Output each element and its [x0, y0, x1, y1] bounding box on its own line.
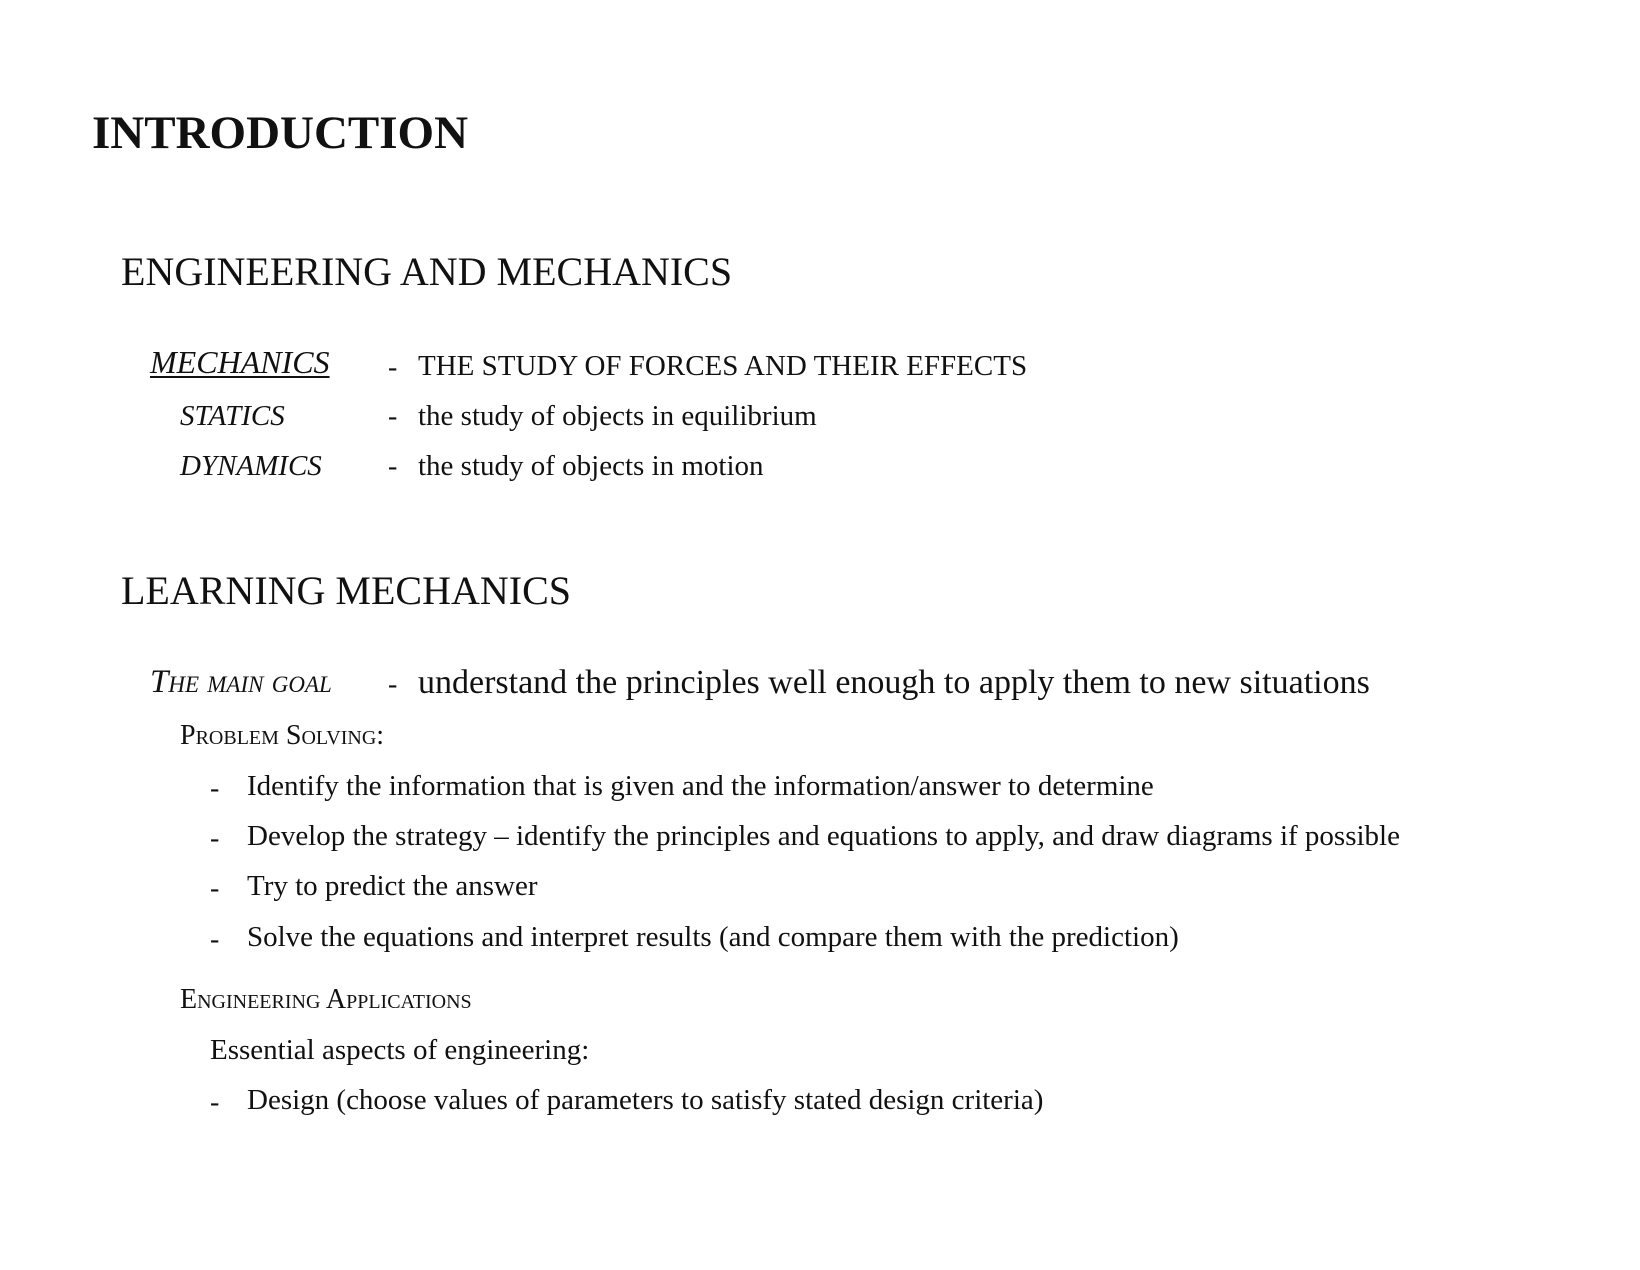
section-heading-learning-mechanics: LEARNING MECHANICS — [121, 568, 571, 613]
bullet-dash: - — [210, 1087, 220, 1118]
list-item: Solve the equations and interpret results (and compare them with the prediction) — [247, 921, 1179, 953]
engineering-applications-label: Engineering Applications — [180, 984, 472, 1015]
term-statics: STATICS — [180, 400, 285, 432]
engineering-applications-intro: Essential aspects of engineering: — [210, 1034, 590, 1066]
term-main-goal: The main goal — [150, 664, 332, 700]
dash-mechanics: - — [388, 352, 398, 383]
list-item: Identify the information that is given and the information/answer to determine — [247, 770, 1154, 802]
list-item: Design (choose values of parameters to satisfy stated design criteria) — [247, 1084, 1044, 1116]
bullet-dash: - — [210, 773, 220, 804]
bullet-dash: - — [210, 873, 220, 904]
page-title: INTRODUCTION — [92, 107, 469, 159]
list-item: Develop the strategy – identify the principles and equations to apply, and draw diagrams if possible — [247, 820, 1400, 852]
dash-main-goal: - — [388, 669, 398, 700]
problem-solving-label: Problem Solving: — [180, 720, 385, 751]
bullet-dash: - — [210, 924, 220, 955]
dash-statics: - — [388, 401, 398, 432]
definition-statics: the study of objects in equilibrium — [418, 400, 817, 432]
dash-dynamics: - — [388, 451, 398, 482]
main-goal-text: understand the principles well enough to apply them to new situations — [418, 664, 1370, 701]
definition-mechanics: THE STUDY OF FORCES AND THEIR EFFECTS — [418, 350, 1028, 382]
definition-dynamics: the study of objects in motion — [418, 450, 764, 482]
section-heading-engineering-mechanics: ENGINEERING AND MECHANICS — [121, 249, 733, 294]
list-item: Try to predict the answer — [247, 870, 538, 902]
bullet-dash: - — [210, 823, 220, 854]
term-mechanics: MECHANICS — [150, 344, 330, 380]
term-dynamics: DYNAMICS — [180, 450, 322, 482]
